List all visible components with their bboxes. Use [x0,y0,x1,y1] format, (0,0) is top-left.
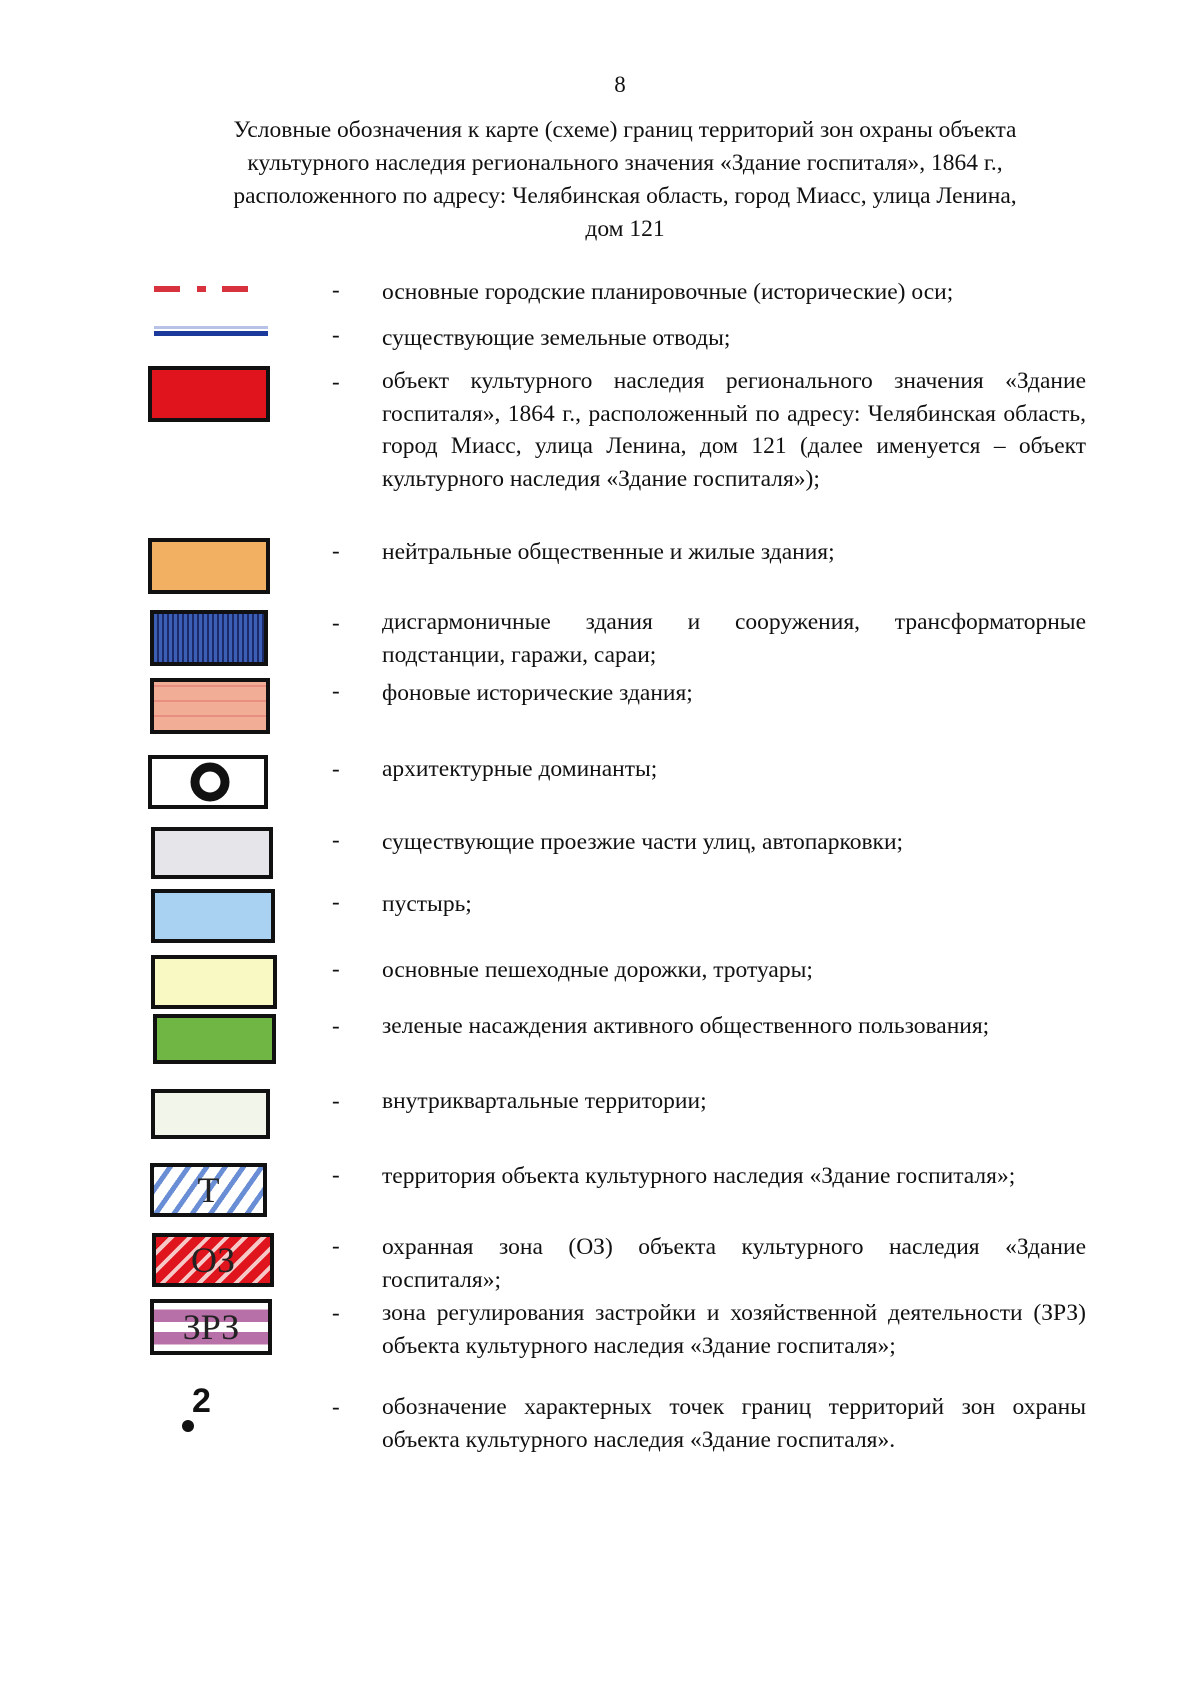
legend-text: внутриквартальные территории; [382,1088,707,1114]
zone-label: ЗРЗ [182,1307,240,1347]
legend-dash: - [332,1233,340,1258]
legend-dash: - [332,889,340,914]
legend-text: обозначение характерных точек границ территорий зон охраны объекта культурного наследия «Здание госпиталя». [382,1394,1086,1453]
point-marker-icon [178,1384,228,1436]
legend-text: зеленые насаждения активного общественного пользования; [382,1013,990,1039]
legend-dash: - [332,1013,340,1038]
legend-dash: - [332,1088,340,1113]
legend-text: фоновые исторические здания; [382,680,693,706]
blue-striped-t-box-icon [150,1163,267,1217]
legend-dash: - [332,1162,340,1187]
legend-text: зона регулирования застройки и хозяйственной деятельности (ЗРЗ) объекта культурного наследия «Здание госпиталя»; [382,1300,1086,1359]
legend-text: нейтральные общественные и жилые здания; [382,539,835,565]
red-striped-oz-box-icon [152,1233,274,1287]
legend-text: основные городские планировочные (исторические) оси; [382,279,954,305]
light-blue-box-icon [151,889,275,943]
legend-text: дисгармоничные здания и сооружения, трансформаторные подстанции, гаражи, сараи; [382,609,1086,668]
point-number: 2 [192,1382,211,1420]
page-number: 8 [614,72,626,97]
blue-hatched-box-icon [150,610,268,666]
red-dash-dot-line-icon [148,283,268,295]
legend-text: объект культурного наследия регионального значения «Здание госпиталя», 1864 г., расположенный по адресу: Челябинская область, город Миасс, улица Ленина, дом 121 (далее именуется – объект культурного наследия «Здание госпиталя»); [382,368,1086,492]
legend-dash: - [332,756,340,781]
title-line: дом 121 [585,216,665,242]
zone-label: Т [197,1170,220,1210]
legend-dash: - [332,538,340,563]
pale-box-icon [151,1089,270,1139]
legend-text: существующие проезжие части улиц, автопарковки; [382,829,904,855]
green-box-icon [153,1014,276,1064]
legend-text: архитектурные доминанты; [382,756,658,782]
legend-text: существующие земельные отводы; [382,325,731,351]
red-box-icon [148,366,270,422]
legend-dash: - [332,610,340,635]
blue-double-line-icon [148,324,273,338]
legend-dash: - [332,1300,340,1325]
salmon-box-icon [150,678,270,734]
legend-text: основные пешеходные дорожки, тротуары; [382,957,813,983]
legend-text: территория объекта культурного наследия «Здание госпиталя»; [382,1163,1016,1189]
zone-label: ОЗ [190,1240,236,1280]
orange-box-icon [148,538,270,594]
legend-dash: - [332,827,340,852]
legend-dash: - [332,369,340,394]
legend-dash: - [332,1394,340,1419]
title-line: расположенного по адресу: Челябинская область, город Миасс, улица Ленина, [233,183,1017,209]
legend-text: охранная зона (ОЗ) объекта культурного наследия «Здание госпиталя»; [382,1234,1086,1293]
page-title [150,114,1100,246]
legend-dash: - [332,956,340,981]
ring-box-icon [148,755,268,809]
legend-dash: - [332,277,340,302]
legend-text: пустырь; [382,891,472,917]
legend-dash: - [332,678,340,703]
legend-dash: - [332,322,340,347]
title-line: культурного наследия регионального значения «Здание госпиталя», 1864 г., [247,150,1003,176]
light-yellow-box-icon [151,955,277,1009]
title-line: Условные обозначения к карте (схеме) границ территорий зон охраны объекта [233,117,1017,143]
grey-box-icon [151,827,273,879]
purple-striped-zrz-box-icon [150,1299,272,1355]
